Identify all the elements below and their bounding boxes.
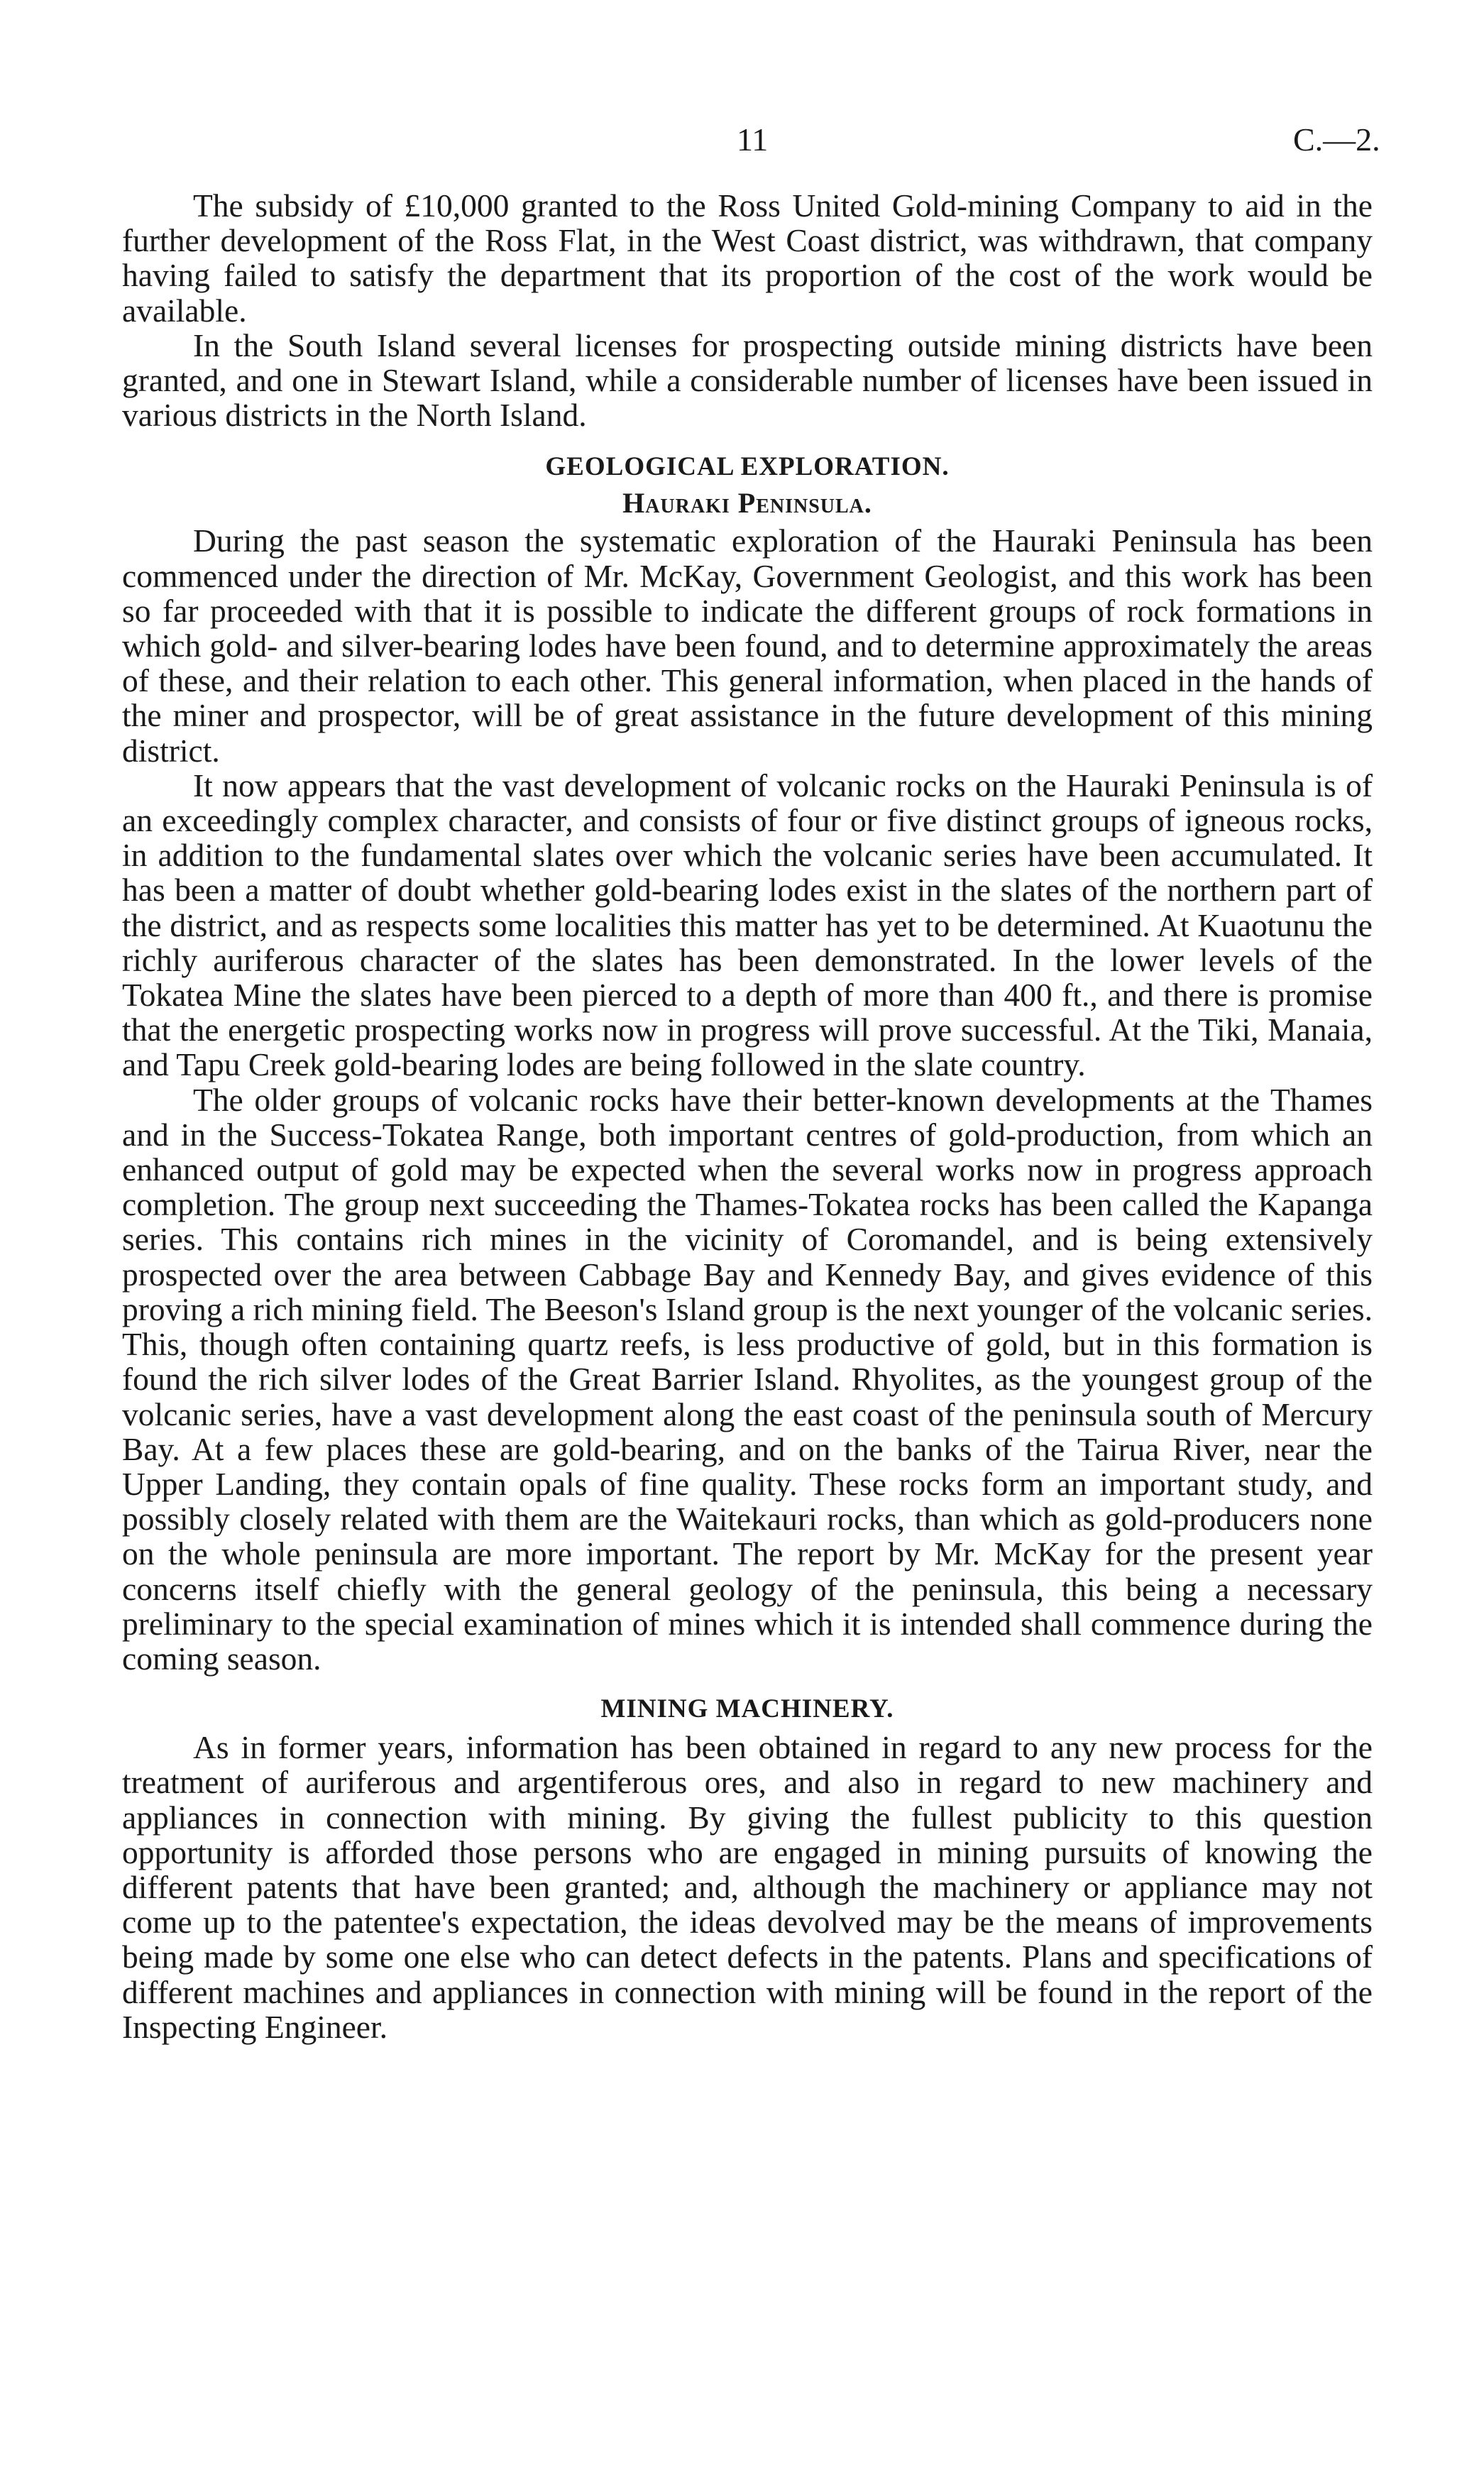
page-body: [122, 188, 1373, 2044]
section-heading-geological-exploration: GEOLOGICAL EXPLORATION.: [545, 452, 950, 482]
subheading-hauraki-peninsula: Hauraki Peninsula.: [622, 487, 872, 520]
page-header: [0, 121, 1484, 163]
paragraph-prospecting-licenses: In the South Island several licenses for prospecting outside mining districts have been granted, and one in Stewart Island, while a considerable number of licenses have been issued in various districts in the North Island.: [122, 327, 1373, 434]
paragraph-ross-subsidy: The subsidy of £10,000 granted to the Ross United Gold-mining Company to aid in the further development of the Ross Flat, in the West Coast district, was withdrawn, that company having failed to satisfy the department that its proportion of the cost of the work would be available.: [122, 187, 1373, 329]
paragraph-volcanic-groups: The older groups of volcanic rocks have their better-known developments at the Thames and in the Success-Tokatea Range, both important centres of gold-production, from which an enhanced output of gold may be expected when the several works now in progress approach completion. The group next succeeding the Thames-Tokatea rocks has been called the Kapanga series. This contains rich mines in the vicinity of Coromandel, and is being extensively prospected over the area between Cabbage Bay and Kennedy Bay, and gives evidence of this proving a rich mining field. The Beeson's Island group is the next younger of the volcanic series. This, though often containing quartz reefs, is less productive of gold, but in this formation is found the rich silver lodes of the Great Barrier Island. Rhyolites, as the youngest group of the volcanic series, have a vast development along the east coast of the peninsula south of Mercury Bay. At a few places these are gold-bearing, and on the banks of the Tairua River, near the Upper Landing, they contain opals of fine quality. These rocks form an important study, and possibly closely related with them are the Waitekauri rocks, than which as gold-producers none on the whole peninsula are more important. The report by Mr. McKay for the present year concerns itself chiefly with the general geology of the peninsula, this being a necessary preliminary to the special examination of mines which it is intended shall commence during the coming season.: [122, 1081, 1373, 1677]
paragraph-mining-machinery: As in former years, information has been obtained in regard to any new process for the treatment of auriferous and argentiferous ores, and also in regard to new machinery and appliances in connection with mining. By giving the fullest publicity to this question opportunity is afforded those persons who are engaged in mining pursuits of knowing the different patents that have been granted; and, although the machinery or appliance may not come up to the patentee's expectation, the ideas devolved may be the means of improvements being made by some one else who can detect defects in the patents. Plans and specifications of different machines and appliances in connection with mining will be found in the report of the Inspecting Engineer.: [122, 1729, 1373, 2045]
document-reference: C.—2.: [1293, 121, 1380, 158]
paragraph-hauraki-exploration: During the past season the systematic exploration of the Hauraki Peninsula has been commenced under the direction of Mr. McKay, Government Geologist, and this work has been so far proceeded with that it is possible to indicate the different groups of rock formations in which gold- and silver-bearing lodes have been found, and to determine approximately the areas of these, and their relation to each other. This general information, when placed in the hands of the miner and prospector, will be of great assistance in the future development of this mining district.: [122, 522, 1373, 769]
paragraph-volcanic-rocks: It now appears that the vast development of volcanic rocks on the Hauraki Peninsula is of an exceedingly complex character, and consists of four or five distinct groups of igneous rocks, in addition to the fundamental slates over which the volcanic series have been accumulated. It has been a matter of doubt whether gold-bearing lodes exist in the slates of the northern part of the district, and as respects some localities this matter has yet to be determined. At Kuaotunu the richly auriferous character of the slates has been demonstrated. In the lower levels of the Tokatea Mine the slates have been pierced to a depth of more than 400 ft., and there is promise that the energetic prospecting works now in progress will prove successful. At the Tiki, Manaia, and Tapu Creek gold-bearing lodes are being followed in the slate country.: [122, 767, 1373, 1083]
section-heading-mining-machinery: MINING MACHINERY.: [600, 1694, 894, 1724]
page-number: 11: [737, 121, 769, 158]
